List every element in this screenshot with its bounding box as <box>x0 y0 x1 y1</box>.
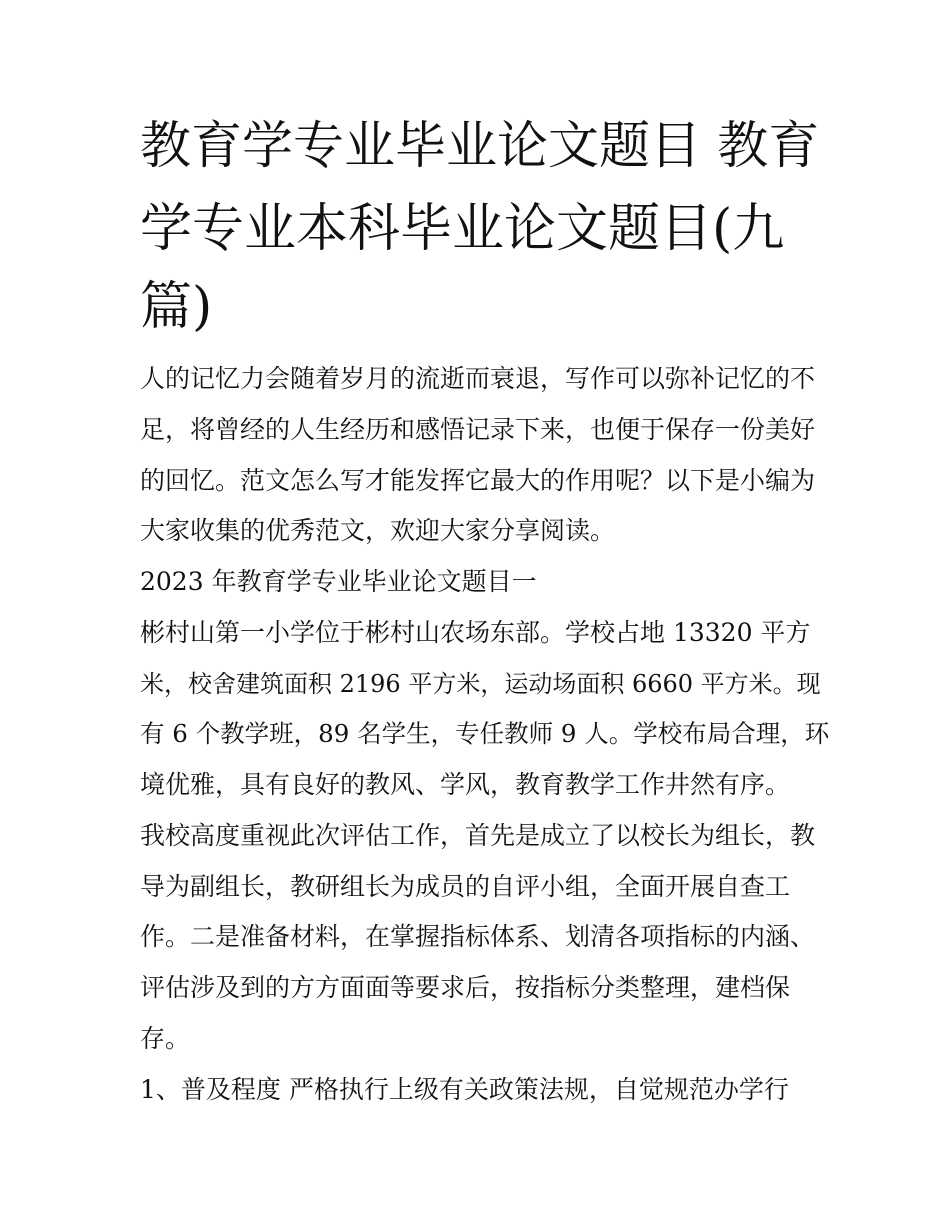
paragraph-2-line-5: 存。 <box>140 1024 191 1053</box>
paragraph-1-line-1: 彬村山第一小学位于彬村山农场东部。学校占地 13320 平方 <box>140 618 811 647</box>
document-title-line-1: 教育学专业毕业论文题目 教育 <box>140 117 820 176</box>
paragraph-2-line-2: 导为副组长，教研组长为成员的自评小组，全面开展自查工 <box>140 872 791 901</box>
paragraph-1-line-3: 有 6 个教学班，89 名学生，专任教师 9 人。学校布局合理，环 <box>140 719 830 748</box>
intro-line-3: 的回忆。范文怎么写才能发挥它最大的作用呢？以下是小编为 <box>140 466 816 495</box>
list-item-1: 1、普及程度 严格执行上级有关政策法规，自觉规范办学行 <box>140 1075 789 1104</box>
section-heading: 2023 年教育学专业毕业论文题目一 <box>140 567 537 596</box>
intro-line-4: 大家收集的优秀范文，欢迎大家分享阅读。 <box>140 516 616 545</box>
intro-line-2: 足，将曾经的人生经历和感悟记录下来，也便于保存一份美好 <box>140 415 816 444</box>
intro-line-1: 人的记忆力会随着岁月的流逝而衰退，写作可以弥补记忆的不 <box>140 364 816 393</box>
paragraph-1-line-2: 米，校舍建筑面积 2196 平方米，运动场面积 6660 平方米。现 <box>140 670 821 698</box>
paragraph-2-line-3: 作。二是准备材料，在掌握指标体系、划清各项指标的内涵、 <box>140 922 816 951</box>
paragraph-2-line-4: 评估涉及到的方方面面等要求后，按指标分类整理，建档保 <box>140 973 791 1002</box>
document-title-line-3: 篇) <box>140 277 213 337</box>
paragraph-2-line-1: 我校高度重视此次评估工作，首先是成立了以校长为组长，教 <box>140 821 816 850</box>
document-title-line-2: 学专业本科毕业论文题目(九 <box>140 199 785 259</box>
paragraph-1-line-4: 境优雅，具有良好的教风、学风，教育教学工作井然有序。 <box>140 770 791 799</box>
